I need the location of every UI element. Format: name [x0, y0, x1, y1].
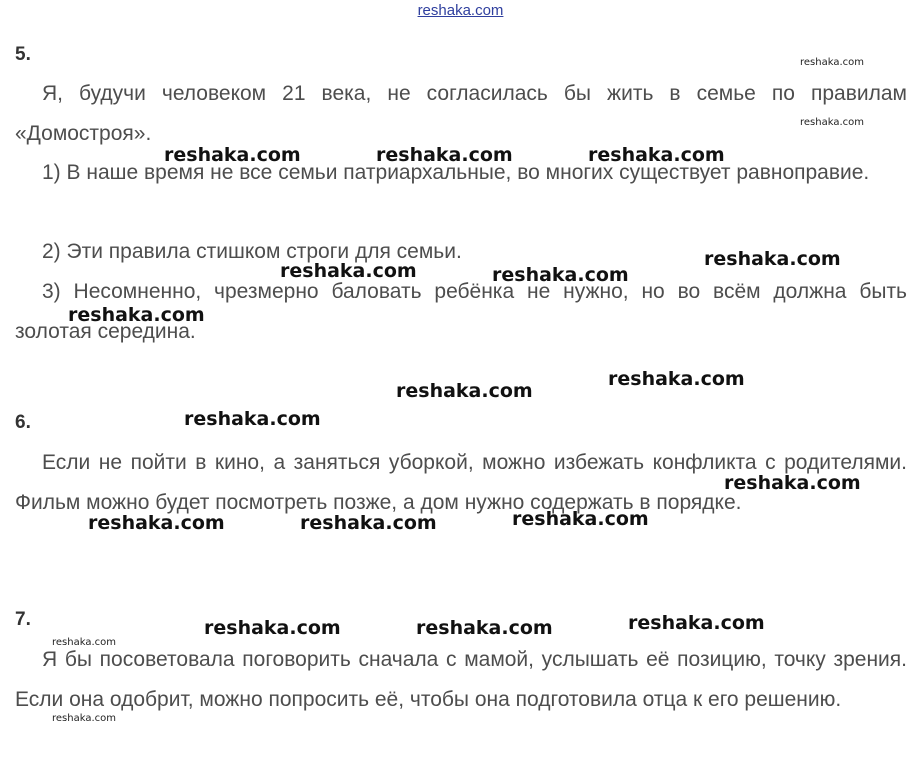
watermark: reshaka.com: [88, 512, 225, 534]
watermark: reshaka.com: [164, 144, 301, 166]
watermark: reshaka.com: [280, 260, 417, 282]
task-5-paragraph-3: 2) Эти правила стишком строги для семьи.: [42, 240, 462, 263]
watermark: reshaka.com: [396, 380, 533, 402]
watermark: reshaka.com: [588, 144, 725, 166]
watermark: reshaka.com: [416, 617, 553, 639]
watermark: reshaka.com: [52, 637, 116, 648]
task-5-paragraph-2: 1) В наше время не все семьи патриархальные, во многих существует равноправие.: [42, 161, 870, 184]
watermark: reshaka.com: [800, 117, 864, 128]
watermark: reshaka.com: [492, 264, 629, 286]
watermark: reshaka.com: [608, 368, 745, 390]
task-5-paragraph-4: 3) Несомненно, чрезмерно баловать ребёнка не нужно, но во всём должна быть золотая середина.: [15, 280, 907, 343]
watermark: reshaka.com: [800, 57, 864, 68]
watermark: reshaka.com: [628, 612, 765, 634]
watermark: reshaka.com: [300, 512, 437, 534]
task-number-6: 6.: [15, 412, 31, 433]
task-7-paragraph-1: Я бы посоветовала поговорить сначала с мамой, услышать её позицию, точку зрения. Если она одобрит, можно попросить её, чтобы она подготовила отца к его решению.: [15, 648, 907, 711]
task-5-paragraph-1: Я, будучи человеком 21 века, не согласилась бы жить в семье по правилам «Домостроя».: [15, 82, 907, 145]
watermark: reshaka.com: [68, 304, 205, 326]
watermark: reshaka.com: [704, 248, 841, 270]
watermark: reshaka.com: [204, 617, 341, 639]
watermark: reshaka.com: [52, 713, 116, 724]
watermark: reshaka.com: [184, 408, 321, 430]
task-6-paragraph-1: Если не пойти в кино, а заняться уборкой, можно избежать конфликта с родителями. Фильм можно будет посмотреть позже, а дом нужно содержать в порядке.: [15, 451, 907, 514]
task-number-7: 7.: [15, 609, 31, 630]
top-watermark-link[interactable]: reshaka.com: [417, 2, 504, 19]
task-number-5: 5.: [15, 44, 31, 65]
watermark: reshaka.com: [512, 508, 649, 530]
watermark: reshaka.com: [376, 144, 513, 166]
watermark: reshaka.com: [724, 472, 861, 494]
